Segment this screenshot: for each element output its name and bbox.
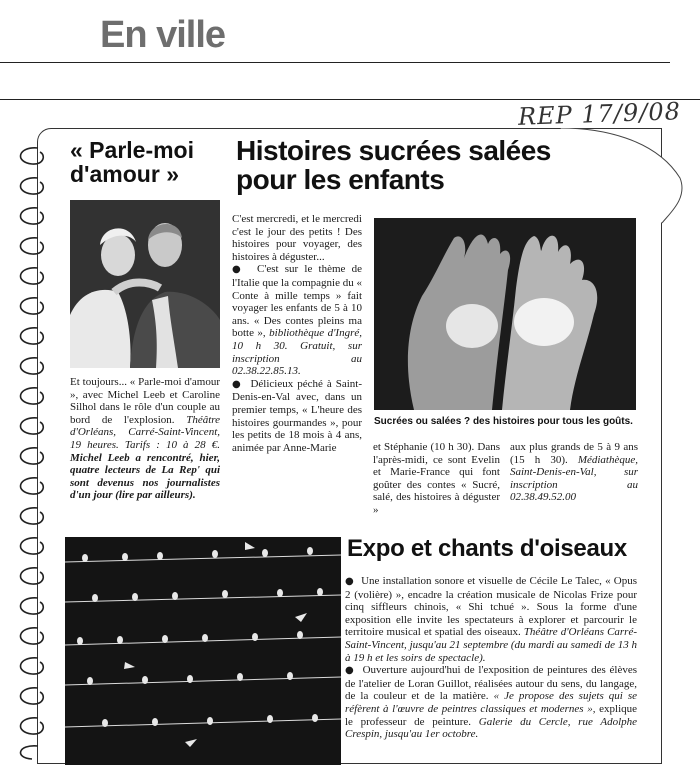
hands-photo-caption: Sucrées ou salées ? des histoires pour tous les goûts. — [374, 416, 633, 427]
top-rule — [0, 62, 670, 63]
expo-bullet-2-quote: « Je propose des sujets qui se réfèrent à l'œuvre de peintres classiques et modernes », — [345, 690, 638, 715]
histoires-intro: C'est mercredi, et le mercredi c'est le jour des petits ! Des histoires pour voyager, des histoires à déguster... — [232, 213, 362, 263]
expo-bullet-2-info: Galerie du Cercle, rue Adolphe Crespin, jusqu'au 1er octobre. — [345, 715, 638, 741]
expo-bullet-2: ● Ouverture aujourd'hui de l'exposition de peintures des élèves de l'atelier de Loran Guillot, réalisées autour du sens, du langage, de la couleur et de la matière. « Je propose des sujets qui se réfèrent à l'œuvre de peintres classiques et modernes », explique le professeur de peinture. Galerie du Cercle, rue Adolphe Crespin, jusqu'au 1er octobre. — [345, 664, 637, 741]
histoires-bullet-1-info: bibliothèque d'Ingré, 10 h 30. Gratuit, sur inscription au 02.38.22.85.13. — [232, 327, 363, 378]
section-title: En ville — [100, 14, 226, 56]
histoires-bullet-2: ● Délicieux péché à Saint-Denis-en-Val avec, dans un premier temps, « L'heure des histoires gourmandes », pour les petits de 18 mois à 4 ans, animée par Anne-Marie — [232, 378, 362, 455]
histoires-column-1 — [232, 213, 362, 454]
histoires-headline: Histoires sucrées salées pour les enfants — [236, 135, 551, 196]
parle-moi-readers-note: Michel Leeb a rencontré, hier, quatre lecteurs de La Rep' qui sont devenus nos journalistes d'un jour (lire par ailleurs). — [70, 451, 220, 502]
histoires-bullet-1: ● C'est sur le thème de l'Italie que la compagnie du « Conte à mille temps » fait voyager les enfants de 5 à 10 ans. « Des contes pleins ma botte », bibliothèque d'Ingré, 10 h 30. Gratuit, sur inscription au 02.38.22.85.13. — [232, 263, 362, 377]
hands-sugar-salt-photo — [374, 218, 636, 410]
spiral-binding-decoration — [10, 140, 48, 760]
parle-moi-body — [70, 376, 220, 502]
handwritten-annotation: REP 17/9/08 — [517, 97, 682, 131]
histoires-col3-text: aux plus grands de 5 à 9 ans (15 h 30). — [510, 441, 638, 466]
histoires-column-3 — [510, 441, 638, 504]
parle-moi-intro: Et toujours... « Parle-moi d'amour », avec Michel Leeb et Caroline Silhol dans le rôle d'un couple au bord de l'explosion. — [70, 376, 220, 426]
birds-on-wires-photo — [65, 537, 341, 765]
parle-moi-headline: « Parle-moi d'amour » — [70, 137, 194, 188]
histoires-col3-info: Médiathèque, Saint-Denis-en-Val, sur inscription au 02.38.49.52.00 — [510, 453, 638, 504]
expo-bullet-1: ● Une installation sonore et visuelle de Cécile Le Talec, « Opus 2 (volière) », encadre la création musicale de Nicolas Frize pour cinq siffleurs chinois, « Shi tchué ». Sous la forme d'une exposition elle invite les spectateurs à explorer et parcourir le territoire musical et spatial des oiseaux. Théâtre d'Orléans Carré-Saint-Vincent, jusqu'au 21 septembre (du mardi au samedi de 13 h à 19 h et les soirs de spectacle). — [345, 575, 637, 664]
expo-bullet-1-info: Théâtre d'Orléans Carré-Saint-Vincent, jusqu'au 21 septembre (du mardi au samedi de 13 h à 19 h et les soirs de spectacle). — [345, 626, 638, 664]
couple-photo — [70, 200, 220, 368]
histoires-column-2: et Stéphanie (10 h 30). Dans l'après-midi, ce sont Evelin et Marie-France qui font goûter des contes « Sucré, salé, des histoires à déguster » — [373, 441, 500, 516]
expo-bullet-2-after: explique le professeur de peinture. — [345, 702, 638, 728]
expo-body — [345, 575, 637, 741]
expo-headline: Expo et chants d'oiseaux — [347, 535, 627, 562]
parle-moi-venue: Théâtre d'Orléans, Carré-Saint-Vincent, 19 heures. Tarifs : 10 à 28 €. — [70, 413, 221, 451]
